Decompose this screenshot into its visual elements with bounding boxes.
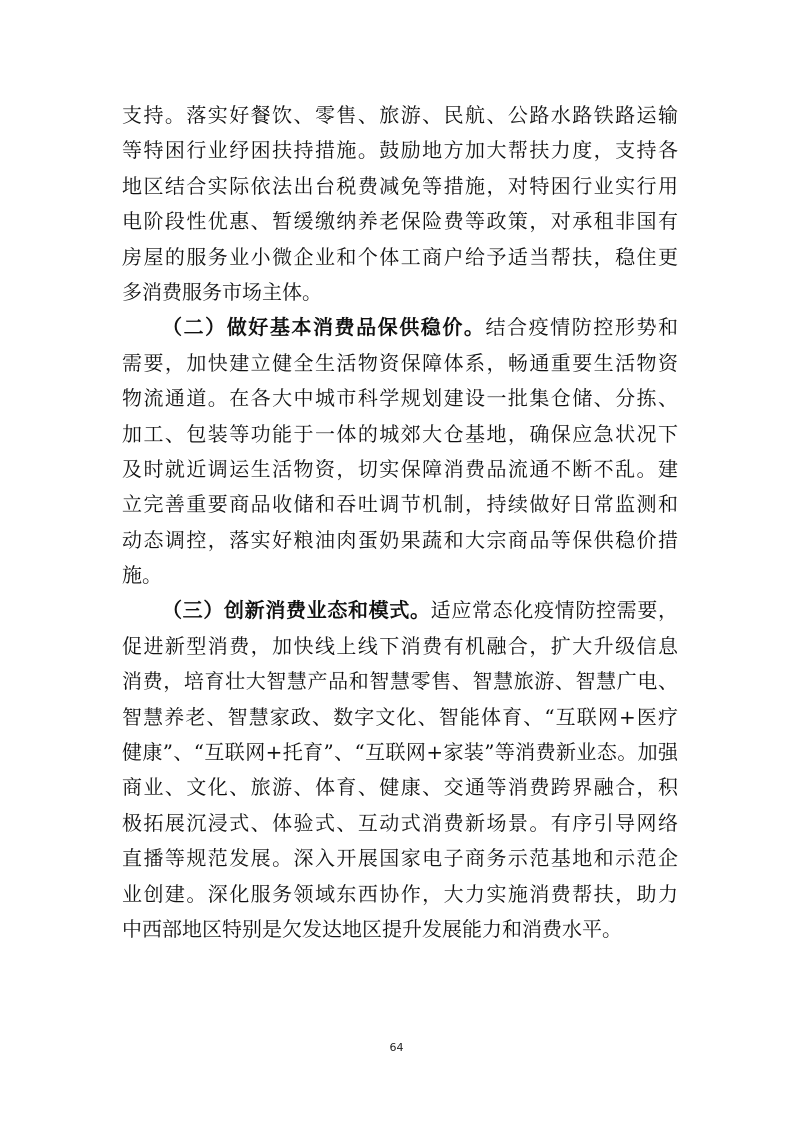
page-number: 64 — [389, 1041, 404, 1054]
text-line: 中西部地区特别是欠发达地区提升发展能力和消费水平。 — [122, 916, 622, 941]
text-line: 促进新型消费，加快线上线下消费有机融合，扩大升级信息 — [122, 633, 678, 658]
text-line: 动态调控，落实好粮油肉蛋奶果蔬和大宗商品等保供稳价措 — [122, 527, 678, 552]
text-line: 商业、文化、旅游、体育、健康、交通等消费跨界融合，积 — [122, 775, 678, 800]
text-line: 电阶段性优惠、暂缓缴纳养老保险费等政策，对承租非国有 — [122, 209, 678, 234]
text-line: 极拓展沉浸式、体验式、互动式消费新场景。有序引导网络 — [122, 810, 678, 835]
section-heading-line — [122, 593, 678, 628]
text-line: 等特困行业纾困扶持措施。鼓励地方加大帮扶力度，支持各 — [122, 138, 678, 163]
text-line: 地区结合实际依法出台税费减免等措施，对特困行业实行用 — [122, 173, 678, 198]
text-line: 直播等规范发展。深入开展国家电子商务示范基地和示范企 — [122, 846, 678, 871]
text-run: 适应常态化疫情防控需要， — [430, 598, 679, 623]
text-line: 房屋的服务业小微企业和个体工商户给予适当帮扶，稳住更 — [122, 244, 678, 269]
text-line: 物流通道。在各大中城市科学规划建设一批集仓储、分拣、 — [122, 386, 678, 411]
text-run: 结合疫情防控形势和 — [485, 315, 679, 340]
section-heading-line — [122, 310, 678, 345]
text-line: 多消费服务市场主体。 — [122, 279, 322, 304]
text-line: 立完善重要商品收储和吞吐调节机制，持续做好日常监测和 — [122, 492, 678, 517]
text-line: 业创建。深化服务领域东西协作，大力实施消费帮扶，助力 — [122, 881, 678, 906]
body-text — [122, 98, 678, 947]
text-line: 施。 — [122, 563, 162, 588]
text-line: 及时就近调运生活物资，切实保障消费品流通不断不乱。建 — [122, 456, 678, 481]
text-line: 消费，培育壮大智慧产品和智慧零售、智慧旅游、智慧广电、 — [122, 669, 678, 694]
text-line: 智慧养老、智慧家政、数字文化、智能体育、“互联网+医疗 — [122, 704, 678, 729]
text-line: 支持。落实好餐饮、零售、旅游、民航、公路水路铁路运输 — [122, 103, 678, 127]
text-line: 需要，加快建立健全生活物资保障体系，畅通重要生活物资 — [122, 350, 678, 375]
text-line: 加工、包装等功能于一体的城郊大仓基地，确保应急状况下 — [122, 421, 678, 446]
text-line: 健康”、“互联网+托育”、“互联网+家装”等消费新业态。加强 — [122, 740, 678, 765]
section-heading: （三）创新消费业态和模式。 — [162, 598, 431, 623]
section-heading: （二）做好基本消费品保供稳价。 — [162, 315, 486, 340]
